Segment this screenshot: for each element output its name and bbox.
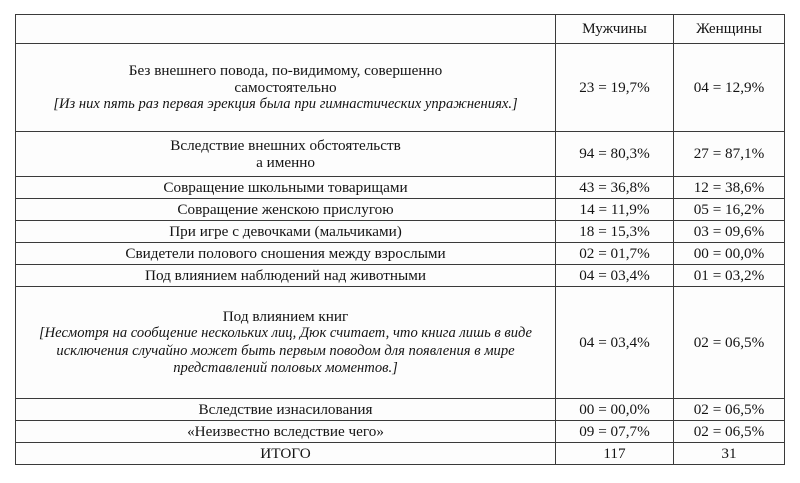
statistics-table [15, 14, 785, 465]
table-row [16, 287, 785, 399]
row-value-women: 04 = 12,9% [674, 44, 785, 132]
row-value-men: 00 = 00,0% [556, 399, 674, 421]
row-value-men: 02 = 01,7% [556, 243, 674, 265]
row-label-main: Под влиянием книг [222, 308, 349, 325]
row-label-cell [16, 44, 556, 132]
row-label-main: Вследствие изнасилования [198, 400, 373, 418]
row-value-women: 02 = 06,5% [674, 421, 785, 443]
row-value-men: 18 = 15,3% [556, 221, 674, 243]
row-value-women: 27 = 87,1% [674, 132, 785, 177]
table-row [16, 243, 785, 265]
table-row [16, 399, 785, 421]
total-value-women: 31 [674, 443, 785, 465]
row-value-women: 05 = 16,2% [674, 199, 785, 221]
row-label-main: Под влиянием наблюдений над животными [145, 266, 426, 284]
table-header [16, 15, 785, 44]
row-label-cell [16, 221, 556, 243]
table-row [16, 177, 785, 199]
row-label-note: [Несмотря на сообщение нескольких лиц, Дюк считает, что книга лишь в виде исключения случайно может быть первым поводом для появления в мире представлений половых моментов.] [38, 325, 533, 376]
row-value-women: 01 = 03,2% [674, 265, 785, 287]
row-label-main: Без внешнего повода, по-видимому, совершенно [128, 61, 443, 79]
row-label-cell [16, 243, 556, 265]
row-label-main: Вследствие внешних обстоятельств [170, 136, 401, 154]
row-label-cell [16, 399, 556, 421]
row-label-main: «Неизвестно вследствие чего» [187, 422, 384, 440]
row-label-cell [16, 421, 556, 443]
row-label-cell [16, 177, 556, 199]
total-label: ИТОГО [16, 443, 556, 465]
row-label-cell [16, 287, 556, 399]
table-row [16, 132, 785, 177]
row-value-men: 14 = 11,9% [556, 199, 674, 221]
row-value-women: 03 = 09,6% [674, 221, 785, 243]
row-value-women: 02 = 06,5% [674, 399, 785, 421]
row-label-main: Совращение школьными товарищами [163, 178, 408, 196]
row-label-cell [16, 199, 556, 221]
table-row [16, 265, 785, 287]
row-value-women: 02 = 06,5% [674, 287, 785, 399]
row-value-men: 23 = 19,7% [556, 44, 674, 132]
row-value-women: 12 = 38,6% [674, 177, 785, 199]
row-value-women: 00 = 00,0% [674, 243, 785, 265]
table-header-row [16, 15, 785, 44]
row-label-secondary: самостоятельно [234, 78, 337, 96]
table-row [16, 421, 785, 443]
row-label-note: [Из них пять раз первая эрекция была при гимнастических упражнениях.] [53, 96, 518, 113]
row-label-cell [16, 132, 556, 177]
row-value-men: 04 = 03,4% [556, 265, 674, 287]
column-header-label [16, 15, 556, 44]
row-value-men: 94 = 80,3% [556, 132, 674, 177]
column-header-women: Женщины [674, 15, 785, 44]
table-body [16, 44, 785, 465]
row-label-main: Совращение женскою прислугою [177, 200, 394, 218]
row-value-men: 09 = 07,7% [556, 421, 674, 443]
row-label-main: При игре с девочками (мальчиками) [169, 222, 402, 240]
table-total-row [16, 443, 785, 465]
statistics-table-container [15, 14, 784, 465]
row-label-cell [16, 265, 556, 287]
total-value-men: 117 [556, 443, 674, 465]
row-value-men: 43 = 36,8% [556, 177, 674, 199]
row-value-men: 04 = 03,4% [556, 287, 674, 399]
row-label-secondary: а именно [256, 154, 315, 171]
table-row [16, 44, 785, 132]
column-header-men: Мужчины [556, 15, 674, 44]
row-label-main: Свидетели полового сношения между взрослыми [125, 244, 446, 262]
table-row [16, 199, 785, 221]
table-row [16, 221, 785, 243]
